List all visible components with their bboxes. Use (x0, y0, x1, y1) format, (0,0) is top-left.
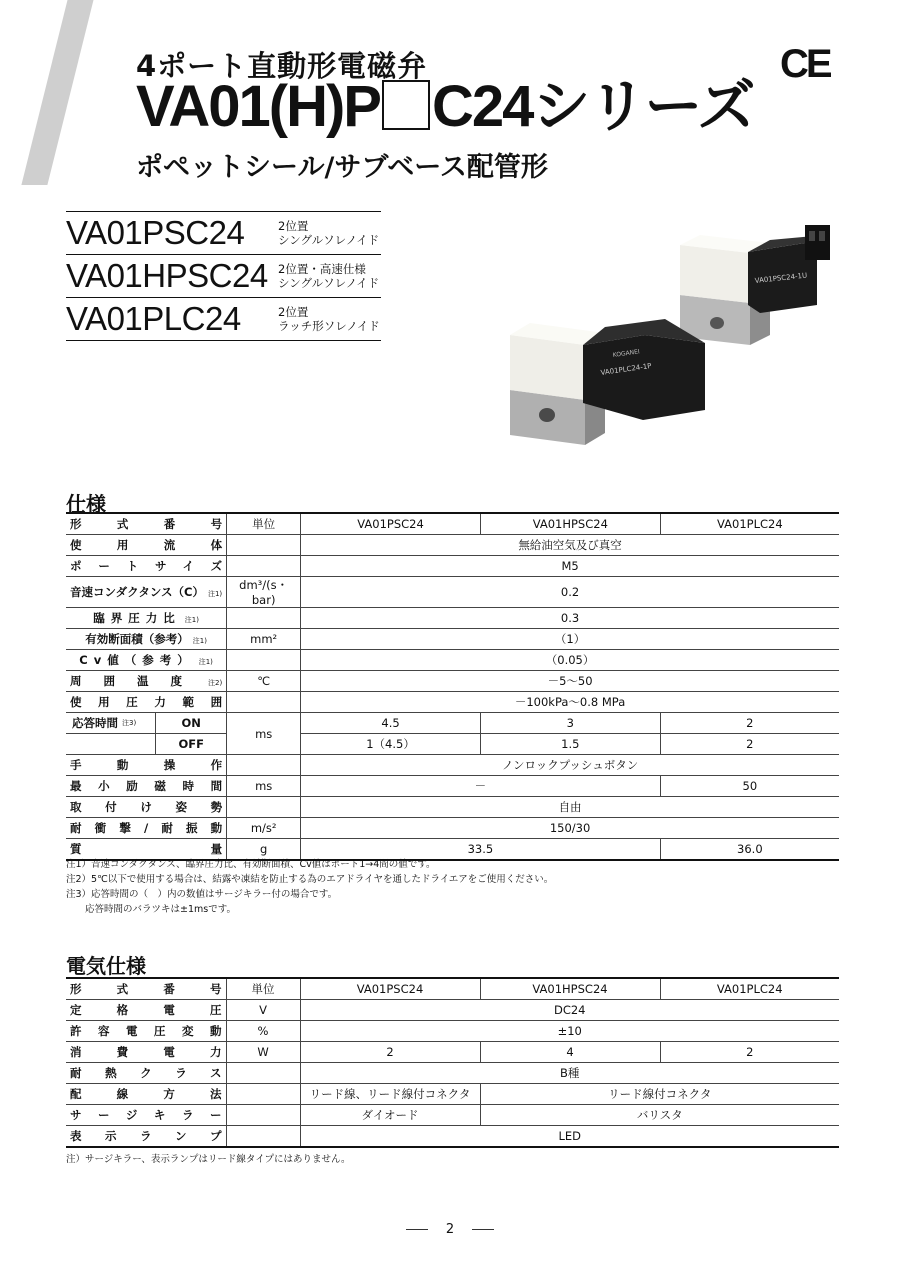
model-row: VA01PSC24 2位置 シングルソレノイド (66, 211, 381, 254)
svg-text:KOGANEI: KOGANEI (612, 348, 641, 359)
table-row: サージキラー ダイオード バリスタ (66, 1105, 839, 1126)
table-row: OFF 1（4.5） 1.5 2 (66, 734, 839, 755)
table-row: 周囲温度 注2) ℃ －5～50 (66, 671, 839, 692)
table-row: 消費電力 W 2 4 2 (66, 1042, 839, 1063)
table-row: 耐衝撃/耐振動 m/s² 150/30 (66, 818, 839, 839)
table-row: 使用流体 無給油空気及び真空 (66, 535, 839, 556)
svg-text:VA01PSC24-1U: VA01PSC24-1U (754, 271, 808, 285)
table-row: ポートサイズ M5 (66, 556, 839, 577)
decorative-slash (21, 0, 96, 185)
table-row: 取付け姿勢 自由 (66, 797, 839, 818)
table-row: 最小励磁時間 ms － 50 (66, 776, 839, 797)
table-row: 有効断面積（参考） 注1) mm² （1） (66, 629, 839, 650)
model-row: VA01HPSC24 2位置・高速仕様 シングルソレノイド (66, 254, 381, 297)
spec-notes: 注1）音速コンダクタンス、臨界圧力比、有効断面積、Cv値はポート1→4間の値です。 注2）5℃以下で使用する場合は、結露や凍結を防止する為のエアドライヤを通したドライエアをご使用ください。 注3）応答時間の（ ）内の数値はサージキラー付の場合です。 応答時間のバラツキは±1msです。 (66, 859, 554, 915)
table-row: 使用圧力範囲 －100kPa～0.8 MPa (66, 692, 839, 713)
table-row: 形式番号 単位 VA01PSC24 VA01HPSC24 VA01PLC24 (66, 978, 839, 1000)
table-row: 定格電圧 V DC24 (66, 1000, 839, 1021)
table-row: 質量 g 33.5 36.0 (66, 839, 839, 861)
model-list (66, 211, 381, 341)
product-photo (505, 225, 845, 460)
ce-mark-logo: CE (780, 42, 830, 86)
table-row: 応答時間 注3) ON ms 4.5 3 2 (66, 713, 839, 734)
series-subtitle: ポペットシール/サブベース配管形 (136, 152, 548, 183)
spec-section-title: 仕様 (66, 492, 106, 516)
elec-note: 注）サージキラー、表示ランプはリード線タイプにはありません。 (66, 1154, 351, 1165)
table-row: 配線方法 リード線、リード線付コネクタ リード線付コネクタ (66, 1084, 839, 1105)
model-row: VA01PLC24 2位置 ラッチ形ソレノイド (66, 297, 381, 341)
table-row: 形式番号 単位 VA01PSC24 VA01HPSC24 VA01PLC24 (66, 513, 839, 535)
table-row: 耐熱クラス B種 (66, 1063, 839, 1084)
table-row: 臨界圧力比 注1) 0.3 (66, 608, 839, 629)
page-number: 2 (0, 1222, 900, 1237)
table-row: 表示ランプ LED (66, 1126, 839, 1148)
page-title: VA01(H)P C24シリーズ (136, 74, 754, 139)
svg-text:VA01PLC24-1P: VA01PLC24-1P (600, 361, 652, 377)
elec-section-title: 電気仕様 (66, 954, 146, 978)
series-category: 4ポート直動形電磁弁 (136, 49, 428, 83)
placeholder-box (382, 80, 430, 130)
table-row: 許容電圧変動 % ±10 (66, 1021, 839, 1042)
table-row: 音速コンダクタンス（C） 注1) dm³/(s・bar) 0.2 (66, 577, 839, 608)
elec-table (66, 977, 839, 1148)
table-row: 手動操作 ノンロックプッシュボタン (66, 755, 839, 776)
table-row: Cv値（参考） 注1) （0.05） (66, 650, 839, 671)
spec-table (66, 512, 839, 861)
